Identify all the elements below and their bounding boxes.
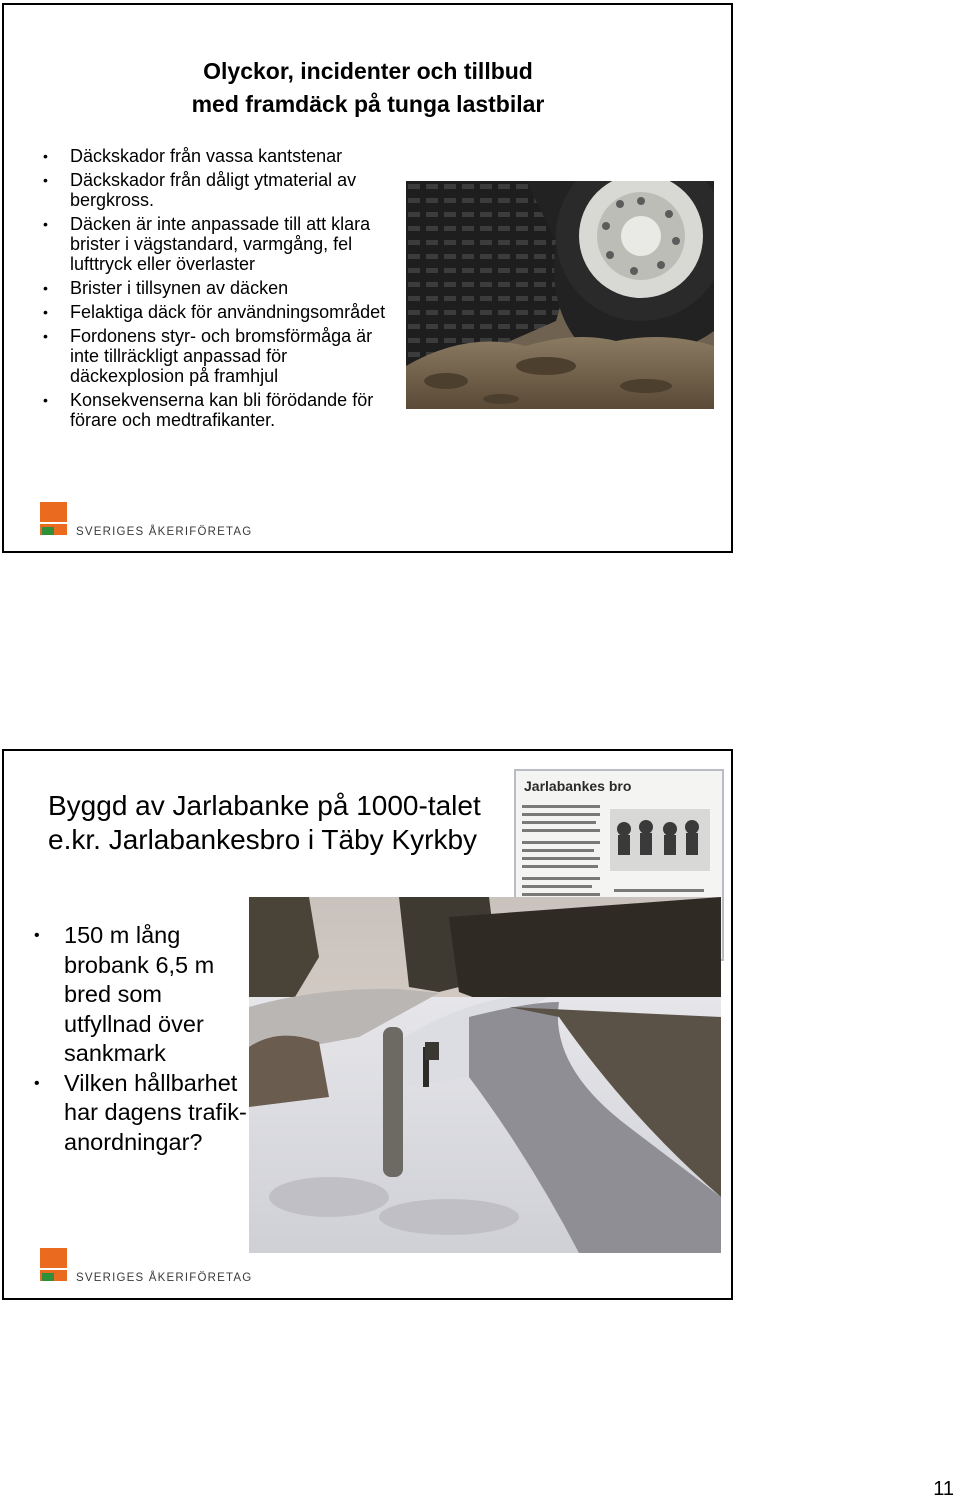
list-item: • Felaktiga däck för användningsområdet: [43, 302, 386, 322]
list-item: • Däcken är inte anpassade till att klara brister i vägstandard, varmgång, fel lufttryck eller överlaster: [43, 214, 371, 274]
logo-mark-icon: [40, 502, 67, 535]
winter-road-photo: [249, 897, 721, 1253]
slide-title-line-1: Byggd av Jarlabanke på 1000-talet: [48, 790, 481, 821]
bullet-dot: •: [43, 304, 48, 320]
bullet-dot: •: [43, 280, 48, 296]
list-item: • Fordonens styr- och bromsförmåga är inte tillräckligt anpassad för däckexplosion på framhjul: [43, 326, 373, 386]
company-logo: [40, 1248, 253, 1288]
slide-1: [2, 3, 733, 553]
slide-title-line-2: med framdäck på tunga lastbilar: [191, 91, 545, 117]
bullet-dot: •: [43, 392, 48, 408]
list-item: • Konsekvenserna kan bli förödande för förare och medtrafikanter.: [43, 390, 374, 430]
bullet-list: [34, 921, 254, 1157]
bullet-dot: •: [34, 927, 40, 944]
list-item: • Brister i tillsynen av däcken: [43, 278, 289, 298]
logo-text: SVERIGES ÅKERIFÖRETAG: [76, 1272, 253, 1284]
bullet-list: [43, 146, 395, 434]
page-number: 11: [933, 1478, 954, 1500]
company-logo: [40, 502, 253, 542]
slide-title-line-2: e.kr. Jarlabankesbro i Täby Kyrkby: [48, 824, 478, 855]
slide-title: [4, 55, 735, 121]
slide-title: [48, 789, 508, 857]
list-item: • Däckskador från dåligt ytmaterial av bergkross.: [43, 170, 357, 210]
logo-mark-icon: [40, 1248, 67, 1281]
bullet-dot: •: [43, 216, 48, 232]
slide-2: [2, 749, 733, 1300]
logo-text: SVERIGES ÅKERIFÖRETAG: [76, 526, 253, 538]
list-item: • Vilken hållbarhet har dagens trafik-anordningar?: [34, 1069, 247, 1155]
sign-title: Jarlabankes bro: [524, 778, 632, 794]
bullet-dot: •: [43, 328, 48, 344]
bullet-dot: •: [43, 148, 48, 164]
list-item: • 150 m lång brobank 6,5 m bred som utfyllnad över sankmark: [34, 922, 215, 1066]
slide-title-line-1: Olyckor, incidenter och tillbud: [203, 58, 533, 84]
bullet-dot: •: [43, 172, 48, 188]
bullet-dot: •: [34, 1074, 40, 1092]
list-item: • Däckskador från vassa kantstenar: [43, 146, 343, 166]
truck-tire-photo: [406, 181, 714, 409]
